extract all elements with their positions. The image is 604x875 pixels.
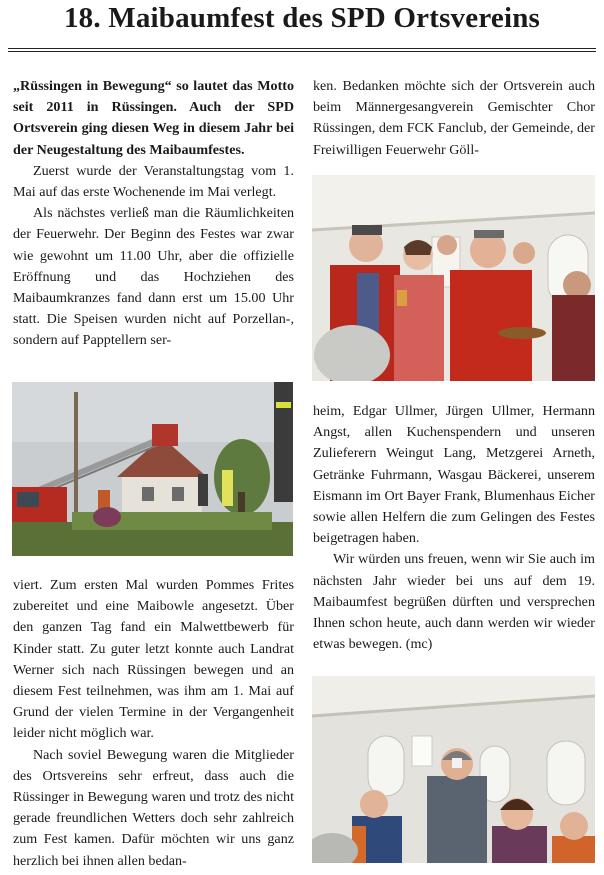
column-left-bottom <box>13 575 294 871</box>
column-right-top <box>313 76 595 162</box>
page-title: 18. Maibaumfest des SPD Ortsvereins <box>63 2 541 34</box>
column-left-top <box>13 76 294 378</box>
paragraph: viert. Zum ersten Mal wurden Pommes Frites zubereitet und eine Maibowle angesetzt. Über den ganzen Tag fand ein Malwettbewerb für Kinder statt. Zu guter letzt konnte auch Landrat Werner sich nach Rüssingen bewegen und an diesem Fest teilnehmen, was ihm am 1. Mai auf Grund der vielen Termine in der Vergangenheit leider nicht möglich war. <box>13 577 294 742</box>
column-right-middle <box>313 401 595 663</box>
paragraph: heim, Edgar Ullmer, Jürgen Ullmer, Hermann Angst, allen Kuchenspendern und unseren Zulieferern Weingut Lang, Metzgerei Arneth, Getränke Fuhrmann, Wasgau Bäckerei, unserem Eismann im Ort Bayer Frank, Blumenhaus Eicher sowie allen Helfern die zum Gelingen des Festes beigetragen haben. <box>313 403 595 547</box>
paragraph: ken. Bedanken möchte sich der Ortsverein auch beim Männergesangverein Gemischter Chor Rüssingen, dem FCK Fanclub, der Gemeinde, der Freiwilligen Feuerwehr Göll- <box>313 78 595 158</box>
paragraph: Zuerst wurde der Veranstaltungstag vom 1. Mai auf das erste Wochenende im Mai verlegt. <box>13 162 294 201</box>
paragraph: Als nächstes verließ man die Räumlichkeiten der Feuerwehr. Der Beginn des Festes war zwar wie gewohnt um 11.00 Uhr, aber die offizielle Eröffnung und das Hochziehen des Maibaumkranzes fand dann erst um 15.00 Uhr statt. Die Speisen wurden nicht auf Porzellan-, sondern auf Papptellern ser- <box>13 205 294 349</box>
photo-tent-guests <box>312 175 595 381</box>
paragraph: Wir würden uns freuen, wenn wir Sie auch im nächsten Jahr wieder bei uns auf dem 19. Maibaumfest begrüßen dürften und versprechen Ihnen schon heute, auch dann werden wir wieder etwas bewegen. (mc) <box>313 551 595 653</box>
photo-tent-crowd <box>312 676 595 863</box>
lead-paragraph: „Rüssingen in Bewegung“ so lautet das Motto seit 2011 in Rüssingen. Auch der SPD Ortsverein ging diesen Weg in diesem Jahr bei der Neugestaltung des Maibaumfestes. <box>13 78 294 158</box>
paragraph: Nach soviel Bewegung waren die Mitglieder des Ortsvereins sehr erfreut, dass auch die Rüssinger in Bewegung waren und trotz des nicht gerade freundlichen Wetters doch sehr zahlreich zum Fest kamen. Dafür möchten wir uns ganz herzlich bei ihnen allen bedan- <box>13 746 294 869</box>
title-rule-bottom <box>8 51 596 52</box>
title-rule-top <box>8 48 596 49</box>
photo-maypole-crane <box>12 382 293 556</box>
